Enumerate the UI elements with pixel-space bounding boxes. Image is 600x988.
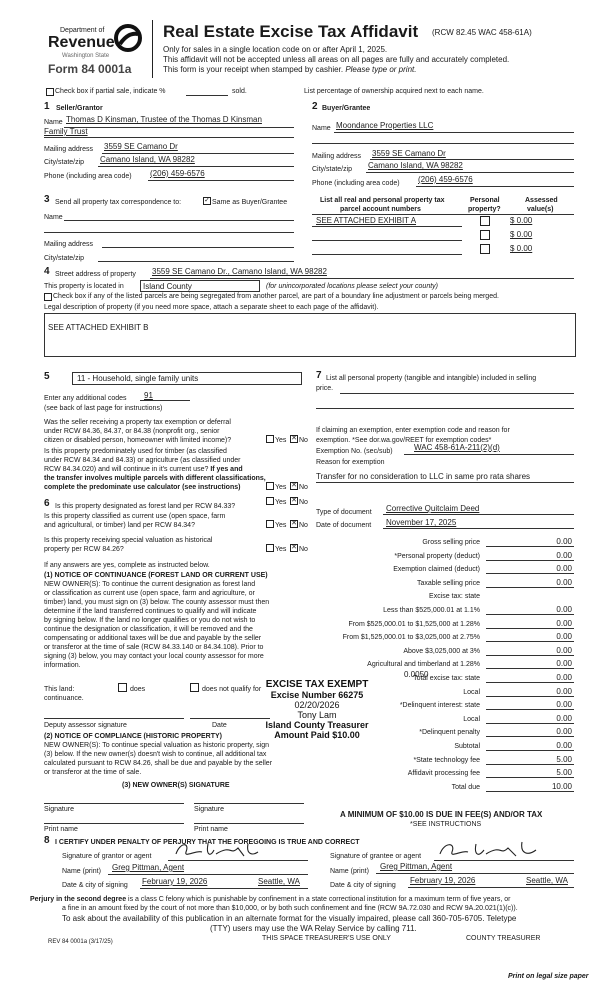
calc-row-label: Taxable selling price bbox=[416, 579, 480, 587]
street-line bbox=[150, 278, 574, 279]
sec5-q1-no-checkbox[interactable]: ✕ bbox=[291, 435, 297, 442]
sec7-label: List all personal property (tangible and intangible) included in selling bbox=[326, 375, 537, 382]
form-title: Real Estate Excise Tax Affidavit bbox=[163, 22, 419, 41]
notice2-title: (2) NOTICE OF COMPLIANCE (HISTORIC PROPERTY) bbox=[44, 733, 222, 740]
notice1-line: signing (3) below, you may contact your local county assessor for more bbox=[44, 653, 264, 660]
sec5-q2-b: under RCW 84.34 and 84.33) or agriculture (as classified under bbox=[44, 457, 241, 464]
sec6-q1-no-checkbox[interactable]: ✕ bbox=[291, 497, 297, 504]
buyer-mail-line bbox=[370, 159, 574, 160]
assessed-row-2: $ 0.00 bbox=[510, 230, 533, 239]
calc-row-line bbox=[486, 655, 574, 656]
notice1-line: by signing below. If the land no longer qualifies or you do not wish to bbox=[44, 617, 256, 624]
header-note-3 bbox=[163, 65, 416, 74]
calc-row-line bbox=[486, 641, 574, 642]
personal-checkbox-3[interactable] bbox=[480, 244, 490, 254]
parcel-line-2 bbox=[312, 240, 462, 241]
reason-line bbox=[316, 482, 574, 483]
buyer-mail: 3559 SE Camano Dr bbox=[372, 149, 446, 158]
sec5-q2-yes-checkbox[interactable] bbox=[266, 482, 274, 490]
calc-row-value[interactable]: 0.00 bbox=[556, 713, 572, 723]
sec5-q1-yes-checkbox[interactable] bbox=[266, 435, 274, 443]
same-as-buyer-label: Same as Buyer/Grantee bbox=[212, 199, 288, 206]
deputy-date-line bbox=[190, 718, 270, 719]
grantor-sig-line bbox=[168, 860, 308, 861]
grantee-sig-label: Signature of grantee or agent bbox=[330, 853, 422, 860]
calc-row-value[interactable]: 0.00 bbox=[556, 564, 572, 574]
header-divider bbox=[152, 20, 153, 78]
calc-row-value[interactable]: 0.00 bbox=[556, 686, 572, 696]
calc-row bbox=[300, 740, 580, 752]
calc-row-value[interactable]: 0.00 bbox=[556, 727, 572, 737]
grantee-date-line bbox=[408, 887, 574, 888]
grantee-city: Seattle, WA bbox=[526, 876, 568, 885]
partial-sale-checkbox[interactable] bbox=[46, 88, 54, 96]
dor-swirl-icon bbox=[114, 24, 142, 52]
perjury-bold: Perjury in the second degree bbox=[30, 896, 127, 903]
buyer-city: Camano Island, WA 98282 bbox=[368, 161, 463, 170]
calc-row bbox=[300, 645, 580, 657]
calc-row bbox=[300, 577, 580, 589]
form-rcw: (RCW 82.45 WAC 458-61A) bbox=[432, 28, 532, 37]
legal-description-box[interactable] bbox=[44, 313, 576, 357]
add-codes-line bbox=[140, 400, 190, 401]
grantee-signature bbox=[436, 838, 546, 862]
grantee-name-line bbox=[376, 873, 574, 874]
located-note: (for unincorporated locations please select your county) bbox=[266, 283, 438, 290]
sec5-q2-e: the transfer involves multiple parcels with different classifications, bbox=[44, 475, 266, 482]
owner-sig-label-2: Signature bbox=[194, 806, 224, 813]
buyer-name-label: Name bbox=[312, 125, 331, 132]
calc-row-value[interactable]: 0.00 bbox=[556, 577, 572, 587]
sec3-city-label: City/state/zip bbox=[44, 255, 85, 262]
calc-row-label: Total due bbox=[451, 783, 480, 791]
grantor-name-label: Name (print) bbox=[62, 868, 101, 875]
sec6-q1-yes-checkbox[interactable] bbox=[266, 497, 274, 505]
dept-line: Department of bbox=[60, 27, 105, 34]
sec6-q1-no: No bbox=[299, 499, 308, 506]
county-select[interactable] bbox=[140, 280, 260, 292]
stamp-line-3: 02/20/2026 bbox=[294, 700, 340, 710]
calc-row-label: *State technology fee bbox=[413, 756, 480, 764]
calc-row bbox=[300, 550, 580, 562]
stamp-line-5: Island County Treasurer bbox=[265, 720, 369, 730]
calc-row-line bbox=[486, 791, 574, 792]
sec5-q1-c: citizen or disabled person, homeowner with limited income)? bbox=[44, 437, 232, 444]
doc-date-value: November 17, 2025 bbox=[386, 518, 457, 527]
calc-row bbox=[300, 563, 580, 575]
parcel-line-3 bbox=[312, 254, 462, 255]
calc-row-line bbox=[486, 709, 574, 710]
perjury-line-2: a fine in an amount fixed by the court of not more than $10,000, or by both such confinement and fine (RCW 9A.72.030 and RCW 9A.20.021(1)(c)). bbox=[62, 905, 518, 912]
calc-row-label: Above $3,025,000 at 3% bbox=[403, 647, 480, 655]
calc-row bbox=[300, 754, 580, 766]
sec7-line-1 bbox=[340, 393, 574, 394]
calc-row bbox=[300, 604, 580, 616]
grantee-name-label: Name (print) bbox=[330, 868, 369, 875]
calc-row-line bbox=[486, 682, 574, 683]
sec5-q1-a: Was the seller receiving a property tax exemption or deferral bbox=[44, 419, 231, 426]
calc-row bbox=[300, 767, 580, 779]
buyer-city-line bbox=[366, 172, 574, 173]
owner-sig-label-1: Signature bbox=[44, 806, 74, 813]
seller-phone: (206) 459-6576 bbox=[150, 169, 205, 178]
calc-row-line bbox=[486, 696, 574, 697]
notice2-line: or transferor at the time of sale. bbox=[44, 769, 142, 776]
calc-row bbox=[300, 590, 580, 602]
buyer-name: Moondance Properties LLC bbox=[336, 121, 434, 130]
sec6-q2-yes-checkbox[interactable] bbox=[266, 520, 274, 528]
calc-row-label: Subtotal bbox=[454, 743, 480, 750]
sec5-q2-no-checkbox[interactable]: ✕ bbox=[291, 482, 297, 489]
calc-row-label: Agricultural and timberland at 1.28% bbox=[367, 661, 480, 669]
grantor-date-line bbox=[140, 888, 308, 889]
notice1-line: determine if the land transferred continues to qualify and will indicate bbox=[44, 608, 257, 615]
calc-row-line bbox=[486, 723, 574, 724]
sec3-mail-line bbox=[102, 247, 294, 248]
stamp-line-2: Excise Number 66275 bbox=[270, 690, 364, 700]
owner-print-label-2: Print name bbox=[194, 826, 228, 833]
sec5-q2-d-text: If yes and bbox=[210, 466, 243, 473]
sec1-title: Seller/Grantor bbox=[56, 105, 103, 112]
notice1-line: or classification as current use (open space, farm and agriculture, or bbox=[44, 590, 255, 597]
grantor-date: February 19, 2026 bbox=[142, 877, 208, 886]
street-value: 3559 SE Camano Dr., Camano Island, WA 98282 bbox=[152, 267, 327, 276]
add-codes-value: 91 bbox=[144, 391, 153, 400]
doc-date-line bbox=[383, 528, 574, 529]
stamp-line-1: EXCISE TAX EXEMPT bbox=[265, 679, 369, 690]
calc-row-label: *Delinquent penalty bbox=[419, 729, 480, 737]
sec5-q2-c-text: RCW 84.34.020) and will continue in it's current use? bbox=[44, 466, 209, 473]
see-instructions: *SEE INSTRUCTIONS bbox=[410, 821, 482, 828]
sec5-q2-a: Is this property predominately used for timber (as classified bbox=[44, 448, 227, 455]
county-treasurer: COUNTY TREASURER bbox=[466, 935, 541, 942]
parcel-row-1: SEE ATTACHED EXHIBIT A bbox=[316, 216, 417, 225]
sec6-q1: Is this property designated as forest land per RCW 84.33? bbox=[55, 503, 236, 510]
calc-row bbox=[300, 536, 580, 548]
add-codes-label: Enter any additional codes bbox=[44, 395, 127, 402]
certify-text: I CERTIFY UNDER PENALTY OF PERJURY THAT THE FOREGOING IS TRUE AND CORRECT bbox=[55, 839, 360, 846]
calc-row-label: Affidavit processing fee bbox=[407, 770, 480, 778]
calc-row-label: From $1,525,000.01 to $3,025,000 at 2.75% bbox=[342, 634, 480, 642]
seller-name-1: Thomas D Kinsman, Trustee of the Thomas D Kinsman bbox=[66, 115, 262, 124]
sec3-line-2 bbox=[44, 232, 294, 233]
notice1-line: continue the designation or classification, it will be removed and the bbox=[44, 626, 253, 633]
calc-row-line bbox=[486, 560, 574, 561]
buyer-phone-label: Phone (including area code) bbox=[312, 180, 400, 187]
sec7-line-2 bbox=[316, 408, 574, 409]
calc-row-label: Local bbox=[463, 715, 480, 723]
land-does-not-checkbox[interactable] bbox=[190, 683, 199, 692]
seller-phone-label: Phone (including area code) bbox=[44, 173, 132, 180]
grantor-sig-label: Signature of grantor or agent bbox=[62, 853, 152, 860]
grantee-sig-line bbox=[434, 860, 574, 861]
notice1-line: NEW OWNER(S): To continue the current designation as forest land bbox=[44, 581, 256, 588]
calc-row-value[interactable]: 5.00 bbox=[556, 754, 572, 764]
assessed-header-1: Assessed bbox=[525, 197, 558, 204]
deputy-date-label: Date bbox=[212, 722, 227, 729]
buyer-name-line bbox=[334, 132, 574, 133]
calc-row-label: Excise tax: state bbox=[429, 593, 480, 601]
deputy-sig-line bbox=[44, 718, 184, 719]
calc-row-value[interactable]: 5.00 bbox=[556, 768, 572, 778]
buyer-phone: (206) 459-6576 bbox=[418, 175, 473, 184]
buyer-mail-label: Mailing address bbox=[312, 153, 362, 160]
header-note-1: Only for sales in a single location code on or after April 1, 2025. bbox=[163, 45, 388, 54]
owner-print-label-1: Print name bbox=[44, 826, 78, 833]
sec5-q2-no: No bbox=[299, 484, 308, 491]
land-does-checkbox[interactable] bbox=[118, 683, 127, 692]
header-note-3-italic: Please type or print. bbox=[345, 65, 417, 74]
sec8-number: 8 bbox=[44, 835, 50, 846]
print-legal: Print on legal size paper bbox=[508, 973, 589, 980]
sec5-q2-c bbox=[44, 465, 243, 474]
exempt-no-line bbox=[404, 454, 574, 455]
notice1-line: timber) land, you must sign on (3) below. The county assessor must then bbox=[44, 599, 270, 606]
access-line-1: To ask about the availability of this publication in an alternate format for the visually impaired, please call 360-705-6705. Teletype bbox=[62, 914, 517, 923]
grantor-signature bbox=[172, 840, 272, 862]
seller-mail-label: Mailing address bbox=[44, 146, 94, 153]
minimum-due: A MINIMUM OF $10.00 IS DUE IN FEE(S) AND/OR TAX bbox=[340, 810, 543, 819]
sec1-number: 1 bbox=[44, 101, 50, 112]
use-code-value: 11 - Household, single family units bbox=[77, 374, 199, 383]
legal-label: Legal description of property (if you need more space, attach a separate sheet to each page of the affidavit). bbox=[44, 304, 379, 311]
calc-row-label: Exemption claimed (deduct) bbox=[393, 566, 480, 574]
notice1-line: compensating or additional taxes will be due and payable by the seller bbox=[44, 635, 262, 642]
partial-pct-line bbox=[186, 95, 228, 96]
parcel-line-1 bbox=[312, 226, 462, 227]
sec7-number: 7 bbox=[316, 370, 322, 381]
legal-description: SEE ATTACHED EXHIBIT B bbox=[48, 323, 149, 332]
grantor-name: Greg Pittman, Agent bbox=[112, 863, 185, 872]
notice2-line: (3) below. If the new owner(s) doesn't wish to continue, all additional tax bbox=[44, 751, 267, 758]
calc-row-label: Total excise tax: state bbox=[413, 675, 480, 682]
sec6-q2-a: Is this property classified as current use (open space, farm bbox=[44, 513, 226, 520]
buyer-city-label: City/state/zip bbox=[312, 166, 353, 173]
reason-label: Reason for exemption bbox=[316, 459, 385, 466]
owner-sig-line-2 bbox=[194, 803, 304, 804]
street-label: Street address of property bbox=[55, 271, 136, 278]
add-codes-note: (see back of last page for instructions) bbox=[44, 405, 163, 412]
doc-type-value: Corrective Quitclaim Deed bbox=[386, 504, 480, 513]
sec5-q1-yes: Yes bbox=[275, 437, 287, 444]
calc-row-line bbox=[486, 573, 574, 574]
calc-row-value[interactable]: 0.00 bbox=[556, 618, 572, 628]
form-number: Form 84 0001a bbox=[48, 62, 132, 76]
calc-row-line bbox=[486, 546, 574, 547]
personal-header-1: Personal bbox=[470, 197, 500, 204]
calc-row-value[interactable]: 0.00 bbox=[556, 673, 572, 682]
partial-sold: sold. bbox=[232, 88, 247, 95]
sec6-q2-no: No bbox=[299, 522, 308, 529]
grantor-date-label: Date & city of signing bbox=[62, 882, 128, 889]
segregate-checkbox[interactable] bbox=[44, 293, 52, 301]
sec3-name-label: Name bbox=[44, 214, 63, 221]
notice3-title: (3) NEW OWNER(S) SIGNATURE bbox=[122, 782, 230, 789]
calc-row-line bbox=[486, 587, 574, 588]
calc-row bbox=[300, 631, 580, 643]
seller-name-label: Name bbox=[44, 119, 63, 126]
buyer-phone-line bbox=[416, 186, 574, 187]
sec6-number: 6 bbox=[44, 498, 50, 509]
calc-row bbox=[300, 618, 580, 630]
sec6-q1-yes: Yes bbox=[275, 499, 287, 506]
located-label: This property is located in bbox=[44, 283, 124, 290]
header-note-2: This affidavit will not be accepted unless all areas on all pages are fully and accurately completed. bbox=[163, 55, 510, 64]
calc-row-label: From $525,000.01 to $1,525,000 at 1.28% bbox=[348, 620, 480, 628]
calc-row-label: *Delinquent interest: state bbox=[399, 702, 480, 710]
buyer-name-line-2 bbox=[312, 143, 574, 144]
continuance-label: continuance. bbox=[44, 695, 84, 702]
this-land-label: This land: bbox=[44, 686, 75, 693]
exempt-text-2: exemption. *See dor.wa.gov/REET for exemption codes* bbox=[316, 437, 492, 444]
exempt-text-1: If claiming an exemption, enter exemption code and reason for bbox=[316, 427, 510, 434]
reason-value: Transfer for no consideration to LLC in same pro rata shares bbox=[316, 472, 531, 481]
seller-city-label: City/state/zip bbox=[44, 159, 85, 166]
sec6-q3-yes: Yes bbox=[275, 546, 287, 553]
owner-print-line-2 bbox=[194, 823, 304, 824]
sec3-mail-label: Mailing address bbox=[44, 241, 94, 248]
county-select-value: Island County bbox=[143, 282, 192, 291]
calc-row-label: Less than $525,000.01 at 1.1% bbox=[383, 607, 480, 614]
owner-print-line-1 bbox=[44, 823, 184, 824]
sec5-q2-f: complete the predominate use calculator (see instructions) bbox=[44, 484, 241, 491]
calc-row-value[interactable]: 10.00 bbox=[551, 781, 572, 791]
sec7-label-2: price. bbox=[316, 385, 334, 392]
calc-row-line bbox=[486, 777, 574, 778]
assessed-row-3: $ 0.00 bbox=[510, 244, 533, 253]
grantee-name: Greg Pittman, Agent bbox=[380, 862, 453, 871]
personal-header-2: property? bbox=[468, 206, 501, 213]
list-pct-note: List percentage of ownership acquired next to each name. bbox=[304, 88, 484, 95]
sec5-q1-b: under RCW 84.36, 84.37, or 84.38 (nonprofit org., senior bbox=[44, 428, 220, 435]
sec2-title: Buyer/Grantee bbox=[322, 105, 371, 112]
calc-row-line bbox=[486, 614, 574, 615]
calc-row-line bbox=[486, 628, 574, 629]
notice2-line: calculated pursuant to RCW 84.26, shall be due and payable by the seller bbox=[44, 760, 273, 767]
calc-row-value[interactable]: 0.00 bbox=[556, 550, 572, 560]
parcel-header-2: parcel account numbers bbox=[340, 206, 421, 213]
sec5-q2-yes: Yes bbox=[275, 484, 287, 491]
calc-row-value[interactable]: 0.00 bbox=[556, 659, 572, 669]
seller-name-line-2 bbox=[44, 137, 294, 138]
grantor-name-line bbox=[108, 874, 308, 875]
stamp-line-6: Amount Paid $10.00 bbox=[274, 730, 360, 740]
sec3-name-line bbox=[64, 220, 294, 221]
assessed-row-1: $ 0.00 bbox=[510, 216, 533, 225]
seller-name-line bbox=[64, 127, 294, 128]
calc-row-line bbox=[486, 668, 574, 669]
state-line: Washington State bbox=[62, 53, 110, 59]
calc-row-line bbox=[486, 764, 574, 765]
use-code-select[interactable] bbox=[72, 372, 302, 385]
parcel-header-1: List all real and personal property tax bbox=[320, 197, 445, 204]
parcel-header-rule bbox=[312, 214, 574, 215]
calc-row-label: *Personal property (deduct) bbox=[394, 552, 480, 560]
treasurer-stamp bbox=[262, 680, 372, 740]
calc-row-line bbox=[486, 750, 574, 751]
calc-row-value[interactable]: 0.00 bbox=[556, 632, 572, 642]
sec5-q1-no: No bbox=[299, 437, 308, 444]
notice1-line: information. bbox=[44, 662, 81, 669]
same-as-buyer-checkbox[interactable]: ✓ bbox=[204, 197, 210, 204]
calc-row-value[interactable]: 0.00 bbox=[556, 537, 572, 546]
exempt-no-value: WAC 458-61A-211(2)(d) bbox=[414, 443, 500, 452]
rev-number: REV 84 0001a (3/17/25) bbox=[48, 939, 113, 945]
seller-mail-line bbox=[102, 153, 294, 154]
sec4-number: 4 bbox=[44, 266, 50, 277]
calc-row-value[interactable]: 0.00 bbox=[556, 605, 572, 614]
notice1-title: (1) NOTICE OF CONTINUANCE (FOREST LAND OR CURRENT USE) bbox=[44, 572, 268, 579]
partial-sale-label: Check box if partial sale, indicate % bbox=[55, 88, 166, 95]
sec3-number: 3 bbox=[44, 194, 50, 205]
sec3-city-line bbox=[98, 261, 294, 262]
calc-row bbox=[300, 658, 580, 670]
grantee-date: February 19, 2026 bbox=[410, 876, 476, 885]
grantor-city: Seattle, WA bbox=[258, 877, 300, 886]
sec6-q2-b: and agricultural, or timber) land per RCW 84.34? bbox=[44, 522, 195, 529]
notice2-line: NEW OWNER(S): To continue special valuation as historic property, sign bbox=[44, 742, 269, 749]
local-rate: 0.0050 bbox=[404, 670, 429, 679]
sec6-q3-b: property per RCW 84.26? bbox=[44, 546, 124, 553]
doc-type-line bbox=[383, 514, 574, 515]
segregate-label: Check box if any of the listed parcels are being segregated from another parcel, are part of a boundary line adjustment or parcels being merged. bbox=[53, 293, 499, 300]
calc-row-label: Local bbox=[463, 688, 480, 696]
treasurer-only: THIS SPACE TREASURER'S USE ONLY bbox=[262, 935, 391, 942]
seller-mail: 3559 SE Camano Dr bbox=[104, 142, 178, 151]
sec6-if-yes: If any answers are yes, complete as instructed below. bbox=[44, 562, 210, 569]
sec6-q3-no-checkbox[interactable]: ✕ bbox=[291, 544, 297, 551]
seller-phone-line bbox=[148, 180, 294, 181]
calc-row bbox=[300, 781, 580, 793]
perjury-text: is a class C felony which is punishable by confinement in a state correctional institution for a maximum term of five years, or bbox=[128, 896, 511, 903]
revenue-wordmark: Revenue bbox=[48, 34, 115, 51]
personal-checkbox-2[interactable] bbox=[480, 230, 490, 240]
seller-city-line bbox=[98, 166, 294, 167]
stamp-line-4: Tony Lam bbox=[297, 710, 337, 720]
calc-row-line bbox=[486, 736, 574, 737]
owner-sig-line-1 bbox=[44, 803, 184, 804]
sec3-label: Send all property tax correspondence to: bbox=[55, 199, 182, 206]
perjury-line-1 bbox=[30, 895, 511, 904]
calc-row-value[interactable]: 0.00 bbox=[556, 741, 572, 750]
land-does-label: does bbox=[130, 686, 146, 693]
sec6-q3-yes-checkbox[interactable] bbox=[266, 544, 274, 552]
doc-date-label: Date of document bbox=[316, 522, 372, 529]
calc-row-label: Gross selling price bbox=[422, 539, 480, 546]
grantee-date-label: Date & city of signing bbox=[330, 882, 396, 889]
sec2-number: 2 bbox=[312, 101, 318, 112]
calc-row-value[interactable]: 0.00 bbox=[556, 700, 572, 710]
sec6-q2-yes: Yes bbox=[275, 522, 287, 529]
seller-name-2: Family Trust bbox=[44, 127, 88, 136]
header-note-3-text: This form is your receipt when stamped by cashier. bbox=[163, 65, 344, 74]
personal-checkbox-1[interactable] bbox=[480, 216, 490, 226]
sec6-q2-no-checkbox[interactable]: ✕ bbox=[291, 520, 297, 527]
access-line-2: (TTY) users may use the WA Relay Service by calling 711. bbox=[210, 924, 417, 933]
sec6-q3-no: No bbox=[299, 546, 308, 553]
sec5-number: 5 bbox=[44, 371, 50, 382]
assessed-header-2: value(s) bbox=[527, 206, 554, 213]
exempt-no-label: Exemption No. (sec/sub) bbox=[316, 448, 393, 455]
doc-type-label: Type of document bbox=[316, 509, 372, 516]
deputy-sig-label: Deputy assessor signature bbox=[44, 722, 127, 729]
sec6-q3-a: Is this property receiving special valuation as historical bbox=[44, 537, 213, 544]
land-does-not-label: does not qualify for bbox=[202, 686, 262, 693]
seller-city: Camano Island, WA 98282 bbox=[100, 155, 195, 164]
calc-row-value[interactable]: 0.00 bbox=[556, 645, 572, 655]
notice1-line: or transferor at the time of sale (RCW 84.33.140 or 84.34.108). Prior to bbox=[44, 644, 264, 651]
